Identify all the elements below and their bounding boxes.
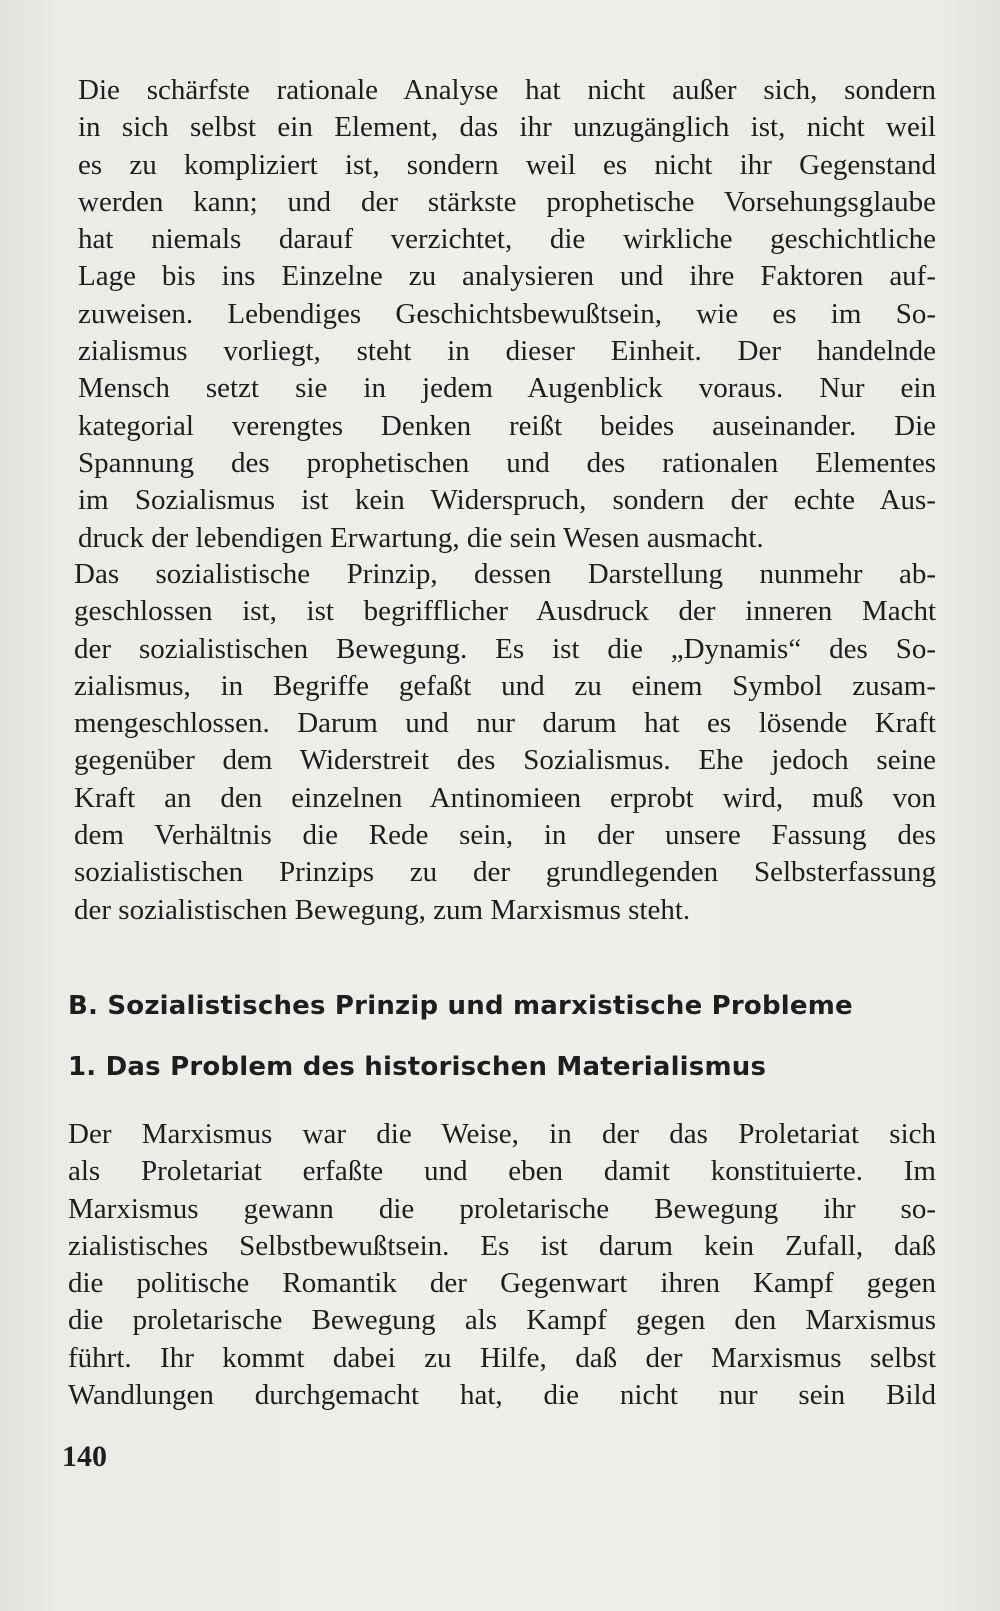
page-number: 140 (62, 1440, 107, 1473)
text-line: zialismus, in Begriffe gefaßt und zu einem Symbol zusam- (74, 669, 936, 702)
text-line: Das sozialistische Prinzip, dessen Darstellung nunmehr ab- (74, 558, 936, 590)
text-line: es zu kompliziert ist, sondern weil es nicht ihr Gegenstand (78, 148, 936, 181)
text-line: der sozialistischen Bewegung. Es ist die „Dynamis“ des So- (74, 632, 936, 665)
text-line: der sozialistischen Bewegung, zum Marxismus steht. (74, 893, 691, 926)
text-line: kategorial verengtes Denken reißt beides auseinander. Die (78, 409, 936, 442)
paragraph-1 (78, 72, 936, 557)
text-line: Mensch setzt sie in jedem Augenblick voraus. Nur ein (78, 372, 936, 405)
text-line: geschlossen ist, ist begrifflicher Ausdruck der inneren Macht (74, 595, 936, 628)
text-line: als Proletariat erfaßte und eben damit konstituierte. Im (68, 1155, 936, 1188)
text-line: Die schärfste rationale Analyse hat nicht außer sich, sondern (78, 74, 936, 106)
text-line: Kraft an den einzelnen Antinomieen erprobt wird, muß von (74, 781, 936, 814)
subsection-heading: 1. Das Problem des historischen Materialismus (68, 1052, 767, 1082)
text-line: gegenüber dem Widerstreit des Sozialismus. Ehe jedoch seine (74, 744, 936, 777)
text-line: in sich selbst ein Element, das ihr unzugänglich ist, nicht weil (78, 111, 936, 144)
text-line: Wandlungen durchgemacht hat, die nicht nur sein Bild (68, 1379, 936, 1412)
text-line: druck der lebendigen Erwartung, die sein Wesen ausmacht. (78, 521, 764, 554)
text-line: mengeschlossen. Darum und nur darum hat es lösende Kraft (74, 707, 936, 740)
text-line: zialismus vorliegt, steht in dieser Einheit. Der handelnde (78, 335, 936, 368)
text-line: die proletarische Bewegung als Kampf gegen den Marxismus (68, 1304, 936, 1337)
text-line: werden kann; und der stärkste prophetische Vorsehungsglaube (78, 185, 936, 218)
text-line: Spannung des prophetischen und des rationalen Elementes (78, 446, 936, 479)
paragraph-3 (68, 1116, 936, 1414)
text-line: im Sozialismus ist kein Widerspruch, sondern der echte Aus- (78, 484, 936, 517)
text-line: zuweisen. Lebendiges Geschichtsbewußtsein, wie es im So- (78, 297, 936, 330)
text-line: dem Verhältnis die Rede sein, in der unsere Fassung des (74, 819, 936, 852)
text-line: führt. Ihr kommt dabei zu Hilfe, daß der Marxismus selbst (68, 1341, 936, 1374)
paragraph-2 (74, 556, 936, 929)
text-line: zialistisches Selbstbewußtsein. Es ist darum kein Zufall, daß (68, 1229, 936, 1262)
section-heading: B. Sozialistisches Prinzip und marxistische Probleme (68, 991, 853, 1021)
text-line: sozialistischen Prinzips zu der grundlegenden Selbsterfassung (74, 856, 936, 889)
text-line: die politische Romantik der Gegenwart ihren Kampf gegen (68, 1267, 936, 1300)
text-line: Lage bis ins Einzelne zu analysieren und ihre Faktoren auf- (78, 260, 936, 293)
text-line: Der Marxismus war die Weise, in der das Proletariat sich (68, 1118, 936, 1150)
text-line: Marxismus gewann die proletarische Bewegung ihr so- (68, 1192, 936, 1225)
text-line: hat niemals darauf verzichtet, die wirkliche geschichtliche (78, 223, 936, 256)
